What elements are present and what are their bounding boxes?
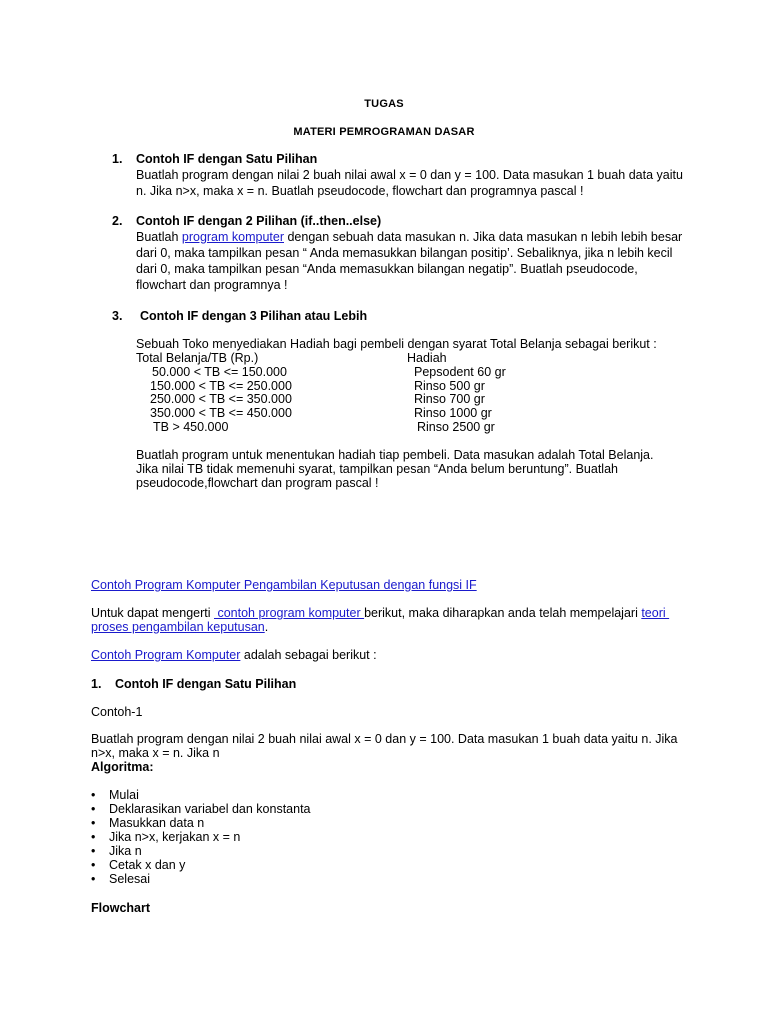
bullet-icon: • [91, 802, 96, 816]
task2-line1-post: dengan sebuah data masukan n. Jika data masukan n lebih lebih besar [284, 230, 683, 244]
task2-line2: dari 0, maka tampilkan pesan “ Anda memasukkan bilangan positip’. Sebaliknya, jika n lebih kecil [136, 246, 673, 260]
task1-line1: Buatlah program dengan nilai 2 buah nilai awal x = 0 dan y = 100. Data masukan 1 buah data yaitu [136, 168, 683, 182]
contoh-program-komputer-link[interactable]: Contoh Program Komputer [91, 648, 241, 662]
task3-closing1: Buatlah program untuk menentukan hadiah tiap pembeli. Data masukan adalah Total Belanja. [136, 448, 654, 462]
task2-line3: dari 0, maka tampilkan pesan “Anda memasukkan bilangan negatip”. Buatlah pseudocode, [136, 262, 638, 276]
task3-heading: Contoh IF dengan 3 Pilihan atau Lebih [140, 309, 368, 323]
prize-item: Rinso 1000 gr [414, 406, 492, 420]
example-desc-line2: n>x, maka x = n. Jika n [91, 746, 220, 760]
list-item: Mulai [109, 788, 139, 802]
list-item: Selesai [109, 872, 150, 886]
para2-post: adalah sebagai berikut : [240, 648, 377, 662]
para1-mid: berikut, maka diharapkan anda telah mempelajari [364, 606, 642, 620]
task3-number: 3. [112, 309, 123, 323]
program-komputer-link[interactable]: program komputer [181, 230, 284, 244]
prize-item: Rinso 2500 gr [417, 420, 495, 434]
prize-range: TB > 450.000 [153, 420, 229, 434]
doc-title-materi: MATERI PEMROGRAMAN DASAR [293, 126, 475, 138]
bullet-icon: • [91, 858, 96, 872]
contoh-program-link[interactable]: contoh program komputer [214, 606, 365, 620]
section-para1-line2 [91, 620, 268, 634]
task2-heading: Contoh IF dengan 2 Pilihan (if..then..else) [136, 214, 382, 228]
list-item: Cetak x dan y [109, 858, 186, 872]
contoh-label: Contoh-1 [91, 705, 143, 719]
proses-pengambilan-keputusan-link[interactable]: proses pengambilan keputusan [91, 620, 265, 634]
prize-range: 350.000 < TB <= 450.000 [150, 406, 292, 420]
algoritma-heading: Algoritma: [91, 760, 154, 774]
subsection-heading: Contoh IF dengan Satu Pilihan [115, 677, 297, 691]
list-item: Deklarasikan variabel dan konstanta [109, 802, 311, 816]
bullet-icon: • [91, 816, 96, 830]
teori-link[interactable]: teori [641, 606, 670, 620]
subsection-number: 1. [91, 677, 102, 691]
task2-line1 [136, 230, 682, 244]
list-item: Jika n>x, kerjakan x = n [109, 830, 241, 844]
example-desc-line1: Buatlah program dengan nilai 2 buah nilai awal x = 0 dan y = 100. Data masukan 1 buah data yaitu n. Jika [91, 732, 678, 746]
task2-number: 2. [112, 214, 123, 228]
doc-title-tugas: TUGAS [364, 98, 404, 110]
section-para1-line1 [91, 606, 669, 620]
bullet-icon: • [91, 844, 96, 858]
prize-table-col2-header: Hadiah [407, 351, 447, 365]
task3-closing2: Jika nilai TB tidak memenuhi syarat, tampilkan pesan “Anda belum beruntung”. Buatlah [136, 462, 618, 476]
prize-range: 50.000 < TB <= 150.000 [152, 365, 287, 379]
task3-closing3: pseudocode,flowchart dan program pascal ! [136, 476, 379, 490]
flowchart-heading: Flowchart [91, 901, 151, 915]
task1-heading: Contoh IF dengan Satu Pilihan [136, 152, 318, 166]
task2-line4: flowchart dan programnya ! [136, 278, 288, 292]
prize-table-col1-header: Total Belanja/TB (Rp.) [136, 351, 259, 365]
prize-range: 250.000 < TB <= 350.000 [150, 392, 292, 406]
prize-range: 150.000 < TB <= 250.000 [150, 379, 292, 393]
prize-item: Rinso 500 gr [414, 379, 485, 393]
task2-line1-pre: Buatlah [136, 230, 182, 244]
bullet-icon: • [91, 830, 96, 844]
prize-item: Rinso 700 gr [414, 392, 485, 406]
section-para2 [91, 648, 377, 662]
para1-pre: Untuk dapat mengerti [91, 606, 214, 620]
bullet-icon: • [91, 788, 96, 802]
list-item: Masukkan data n [109, 816, 205, 830]
bullet-icon: • [91, 872, 96, 886]
section-title-link[interactable]: Contoh Program Komputer Pengambilan Keputusan dengan fungsi IF [91, 578, 477, 592]
task3-intro: Sebuah Toko menyediakan Hadiah bagi pembeli dengan syarat Total Belanja sebagai berikut : [136, 337, 657, 351]
para1-end: . [264, 620, 269, 634]
prize-item: Pepsodent 60 gr [414, 365, 506, 379]
task1-number: 1. [112, 152, 123, 166]
task1-line2: n. Jika n>x, maka x = n. Buatlah pseudocode, flowchart dan programnya pascal ! [136, 184, 584, 198]
list-item: Jika n [109, 844, 142, 858]
